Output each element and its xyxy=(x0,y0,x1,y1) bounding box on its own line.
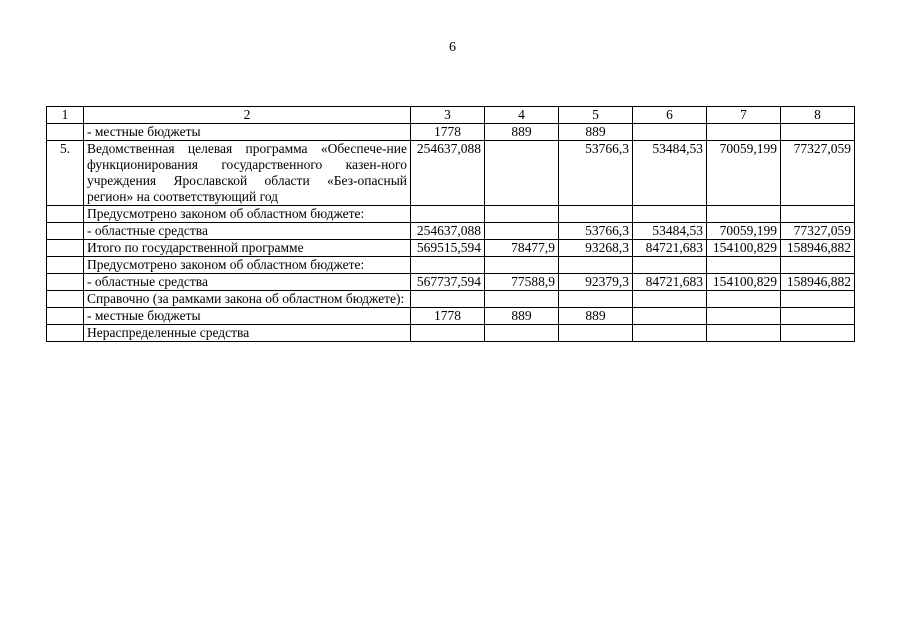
table-body xyxy=(47,124,855,342)
column-header: 6 xyxy=(633,107,707,124)
value-cell xyxy=(411,206,485,223)
table-row xyxy=(47,325,855,342)
value-cell xyxy=(633,257,707,274)
row-description-cell: Нераспределенные средства xyxy=(84,325,411,342)
value-cell: 254637,088 xyxy=(411,141,485,206)
value-cell xyxy=(485,223,559,240)
value-cell xyxy=(485,257,559,274)
table-row xyxy=(47,141,855,206)
value-cell xyxy=(781,325,855,342)
table-row xyxy=(47,308,855,325)
value-cell xyxy=(411,257,485,274)
value-cell: 92379,3 xyxy=(559,274,633,291)
value-cell xyxy=(559,325,633,342)
row-description-cell: - местные бюджеты xyxy=(84,308,411,325)
row-number-cell xyxy=(47,240,84,257)
value-cell xyxy=(633,325,707,342)
value-cell xyxy=(559,291,633,308)
row-number-cell xyxy=(47,325,84,342)
row-description-cell: Справочно (за рамками закона об областном бюджете): xyxy=(84,291,411,308)
value-cell: 889 xyxy=(485,308,559,325)
value-cell: 158946,882 xyxy=(781,274,855,291)
row-description-cell: - областные средства xyxy=(84,274,411,291)
column-header: 7 xyxy=(707,107,781,124)
table-row xyxy=(47,274,855,291)
value-cell: 154100,829 xyxy=(707,240,781,257)
value-cell: 77327,059 xyxy=(781,223,855,240)
table-header-row xyxy=(47,107,855,124)
budget-table xyxy=(46,106,855,342)
value-cell xyxy=(707,257,781,274)
value-cell: 53766,3 xyxy=(559,223,633,240)
value-cell xyxy=(707,308,781,325)
value-cell: 93268,3 xyxy=(559,240,633,257)
row-number-cell: 5. xyxy=(47,141,84,206)
value-cell xyxy=(559,257,633,274)
value-cell xyxy=(707,124,781,141)
value-cell xyxy=(781,291,855,308)
value-cell: 84721,683 xyxy=(633,240,707,257)
value-cell xyxy=(633,308,707,325)
table-row xyxy=(47,240,855,257)
row-description-cell: Предусмотрено законом об областном бюджете: xyxy=(84,206,411,223)
value-cell xyxy=(781,308,855,325)
column-header: 1 xyxy=(47,107,84,124)
row-number-cell xyxy=(47,257,84,274)
row-description-cell: Итого по государственной программе xyxy=(84,240,411,257)
row-number-cell xyxy=(47,291,84,308)
value-cell xyxy=(485,141,559,206)
value-cell: 1778 xyxy=(411,124,485,141)
value-cell xyxy=(707,291,781,308)
value-cell: 254637,088 xyxy=(411,223,485,240)
table-row xyxy=(47,257,855,274)
row-number-cell xyxy=(47,206,84,223)
value-cell: 158946,882 xyxy=(781,240,855,257)
row-number-cell xyxy=(47,308,84,325)
value-cell: 889 xyxy=(485,124,559,141)
value-cell xyxy=(411,325,485,342)
value-cell xyxy=(781,124,855,141)
value-cell: 77327,059 xyxy=(781,141,855,206)
value-cell xyxy=(485,325,559,342)
row-description-cell: - местные бюджеты xyxy=(84,124,411,141)
value-cell xyxy=(633,291,707,308)
row-description-cell: Предусмотрено законом об областном бюджете: xyxy=(84,257,411,274)
value-cell: 70059,199 xyxy=(707,141,781,206)
value-cell xyxy=(411,291,485,308)
column-header: 5 xyxy=(559,107,633,124)
value-cell: 53484,53 xyxy=(633,223,707,240)
row-description-cell: - областные средства xyxy=(84,223,411,240)
column-header: 2 xyxy=(84,107,411,124)
table-row xyxy=(47,223,855,240)
page-number: 6 xyxy=(449,40,456,55)
row-number-cell xyxy=(47,124,84,141)
column-header: 4 xyxy=(485,107,559,124)
value-cell xyxy=(781,206,855,223)
row-description-cell: Ведомственная целевая программа «Обеспече-ние функционирования государственного казен-ного учреждения Ярославской области «Без-опасный регион» на соответствующий год xyxy=(84,141,411,206)
value-cell: 84721,683 xyxy=(633,274,707,291)
value-cell xyxy=(707,206,781,223)
value-cell xyxy=(559,206,633,223)
value-cell: 70059,199 xyxy=(707,223,781,240)
value-cell: 567737,594 xyxy=(411,274,485,291)
column-header: 3 xyxy=(411,107,485,124)
value-cell: 77588,9 xyxy=(485,274,559,291)
row-number-cell xyxy=(47,274,84,291)
table-row xyxy=(47,206,855,223)
table-row xyxy=(47,291,855,308)
value-cell xyxy=(633,124,707,141)
value-cell: 889 xyxy=(559,124,633,141)
value-cell xyxy=(633,206,707,223)
value-cell: 889 xyxy=(559,308,633,325)
value-cell xyxy=(485,206,559,223)
value-cell xyxy=(485,291,559,308)
table-row xyxy=(47,124,855,141)
column-header: 8 xyxy=(781,107,855,124)
value-cell xyxy=(781,257,855,274)
value-cell: 1778 xyxy=(411,308,485,325)
value-cell xyxy=(707,325,781,342)
value-cell: 53766,3 xyxy=(559,141,633,206)
value-cell: 569515,594 xyxy=(411,240,485,257)
value-cell: 53484,53 xyxy=(633,141,707,206)
value-cell: 154100,829 xyxy=(707,274,781,291)
value-cell: 78477,9 xyxy=(485,240,559,257)
row-number-cell xyxy=(47,223,84,240)
